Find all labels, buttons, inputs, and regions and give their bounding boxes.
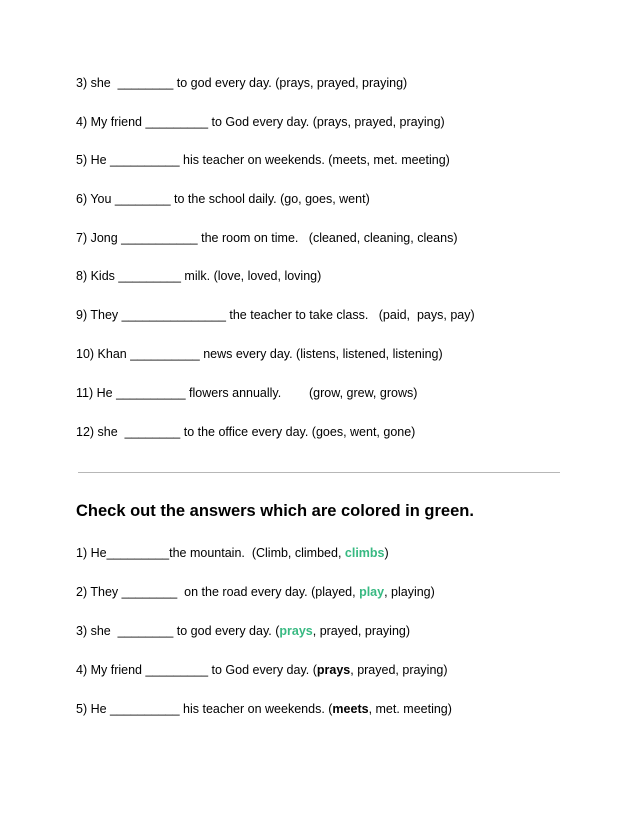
exercise-question-4: 4) My friend _________ to God every day. (prays, prayed, praying) bbox=[76, 115, 445, 129]
answer-highlight: climbs bbox=[344, 546, 385, 560]
answer-line-2 bbox=[76, 584, 435, 600]
answer-line-1-text: 1) He_________the mountain. (Climb, climbed, bbox=[76, 546, 345, 560]
answer-line-4 bbox=[76, 662, 448, 678]
answer-line-3-tail: , prayed, praying) bbox=[312, 624, 411, 638]
answer-line-4-tail: , prayed, praying) bbox=[350, 663, 448, 677]
exercise-question-3: 3) she ________ to god every day. (prays, prayed, praying) bbox=[76, 76, 408, 90]
answer-line-4-text: 4) My friend _________ to God every day. ( bbox=[76, 663, 317, 677]
answers-heading: Check out the answers which are colored in green. bbox=[76, 502, 474, 520]
answer-highlight: play bbox=[359, 585, 385, 599]
exercise-question-11: 11) He __________ flowers annually. (grow, grew, grows) bbox=[76, 386, 418, 400]
answer-line-3-text: 3) she ________ to god every day. ( bbox=[76, 624, 280, 638]
answer-bold: prays bbox=[316, 663, 351, 677]
exercise-question-6: 6) You ________ to the school daily. (go, goes, went) bbox=[76, 192, 370, 206]
exercise-question-10: 10) Khan __________ news every day. (listens, listened, listening) bbox=[76, 347, 443, 361]
exercise-question-9: 9) They _______________ the teacher to take class. (paid, pays, pay) bbox=[76, 308, 475, 322]
answer-line-1 bbox=[76, 545, 389, 561]
exercise-question-12: 12) she ________ to the office every day. (goes, went, gone) bbox=[76, 425, 416, 439]
answer-line-1-tail: ) bbox=[384, 546, 389, 560]
answer-line-3 bbox=[76, 623, 410, 639]
answer-line-5 bbox=[76, 701, 452, 717]
exercise-question-7: 7) Jong ___________ the room on time. (cleaned, cleaning, cleans) bbox=[76, 231, 458, 245]
exercise-question-8: 8) Kids _________ milk. (love, loved, loving) bbox=[76, 269, 322, 283]
answer-line-2-tail: , playing) bbox=[384, 585, 435, 599]
answer-line-5-tail: , met. meeting) bbox=[368, 702, 452, 716]
answer-line-2-text: 2) They ________ on the road every day. (played, bbox=[76, 585, 360, 599]
exercise-question-5: 5) He __________ his teacher on weekends. (meets, met. meeting) bbox=[76, 153, 450, 167]
answer-bold: meets bbox=[332, 702, 369, 716]
answer-highlight: prays bbox=[279, 624, 313, 638]
section-divider bbox=[78, 472, 560, 473]
answer-line-5-text: 5) He __________ his teacher on weekends. ( bbox=[76, 702, 333, 716]
